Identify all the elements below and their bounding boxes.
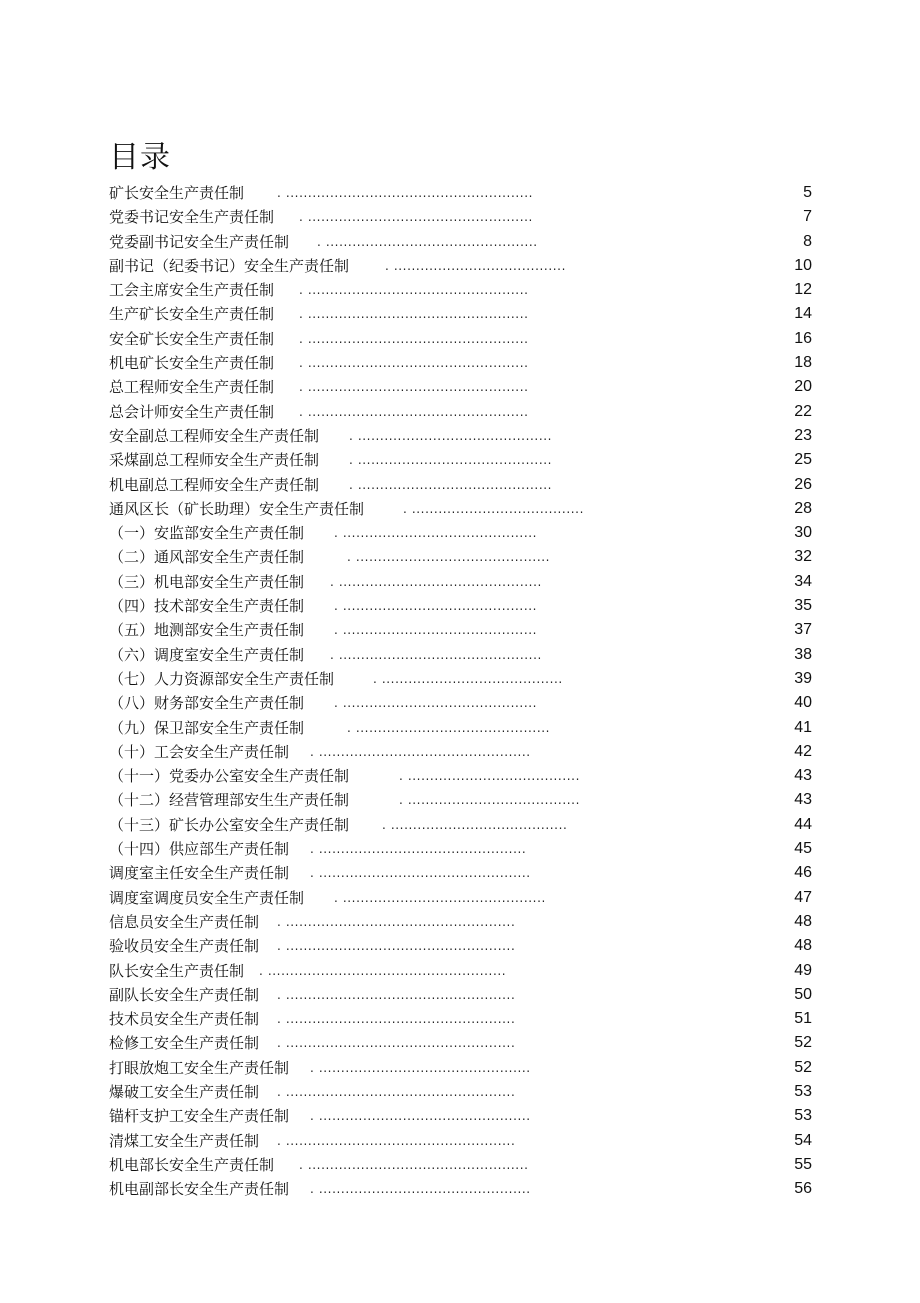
toc-entry[interactable] <box>109 497 812 521</box>
toc-dot-leader: . .................................................... <box>277 1036 516 1051</box>
toc-page-number: 52 <box>794 1058 812 1076</box>
toc-dot-leader: . ............................................ <box>349 428 553 443</box>
toc-entry-label: 通风区长（矿长助理）安全生产责任制 <box>109 499 365 518</box>
toc-page-number: 48 <box>794 912 812 930</box>
toc-entry[interactable] <box>109 618 812 642</box>
toc-list <box>109 181 812 1201</box>
toc-entry[interactable] <box>109 521 812 545</box>
toc-page-number: 56 <box>794 1180 812 1198</box>
toc-entry-label: 工会主席安全生产责任制 <box>109 281 275 300</box>
toc-entry[interactable] <box>109 764 812 788</box>
toc-entry[interactable] <box>109 278 812 302</box>
toc-page-number: 23 <box>794 426 812 444</box>
toc-entry[interactable] <box>109 448 812 472</box>
toc-dot-leader: . ................................................... <box>299 210 533 225</box>
toc-entry[interactable] <box>109 181 812 205</box>
toc-page-number: 22 <box>794 402 812 420</box>
toc-dot-leader: . .................................................. <box>299 356 529 371</box>
toc-dot-leader: . ................................................ <box>310 744 531 759</box>
toc-entry-label: 副队长安全生产责任制 <box>109 985 260 1004</box>
toc-entry-label: 验收员安全生产责任制 <box>109 937 260 956</box>
toc-entry-label: 机电矿长安全生产责任制 <box>109 354 275 373</box>
toc-page-number: 26 <box>794 475 812 493</box>
toc-dot-leader: . ......................................... <box>373 671 563 686</box>
toc-page-number: 46 <box>794 864 812 882</box>
toc-entry[interactable] <box>109 861 812 885</box>
toc-entry[interactable] <box>109 327 812 351</box>
toc-entry[interactable] <box>109 1007 812 1031</box>
toc-entry[interactable] <box>109 205 812 229</box>
toc-page-number: 32 <box>794 548 812 566</box>
toc-entry[interactable] <box>109 740 812 764</box>
toc-entry-label: 清煤工安全生产责任制 <box>109 1131 260 1150</box>
toc-page-number: 8 <box>803 232 812 250</box>
toc-dot-leader: . .................................................... <box>277 1133 516 1148</box>
toc-entry-label: 矿长安全生产责任制 <box>109 184 245 202</box>
toc-entry-label: （八）财务部安全生产责任制 <box>109 694 305 713</box>
toc-page-number: 41 <box>794 718 812 736</box>
toc-dot-leader: . ............................................ <box>334 526 538 541</box>
toc-entry[interactable] <box>109 1104 812 1128</box>
toc-entry[interactable] <box>109 400 812 424</box>
toc-entry[interactable] <box>109 1153 812 1177</box>
toc-title: 目录 <box>109 140 171 175</box>
toc-dot-leader: . ................................................ <box>310 1182 531 1197</box>
toc-entry[interactable] <box>109 716 812 740</box>
toc-dot-leader: . ................................................ <box>310 1060 531 1075</box>
toc-dot-leader: . ............................................ <box>347 550 551 565</box>
toc-dot-leader: . .............................................. <box>330 647 542 662</box>
toc-dot-leader: . .................................................... <box>277 939 516 954</box>
toc-entry[interactable] <box>109 886 812 910</box>
toc-dot-leader: . ............................................ <box>349 453 553 468</box>
toc-dot-leader: . ............................................... <box>310 842 527 857</box>
toc-entry[interactable] <box>109 934 812 958</box>
toc-dot-leader: . ....................................... <box>399 769 580 784</box>
toc-page-number: 39 <box>794 669 812 687</box>
toc-entry[interactable] <box>109 351 812 375</box>
toc-dot-leader: . ................................................ <box>310 1109 531 1124</box>
toc-entry-label: 副书记（纪委书记）安全生产责任制 <box>109 256 350 275</box>
toc-entry-label: 机电副总工程师安全生产责任制 <box>109 475 320 494</box>
toc-entry[interactable] <box>109 691 812 715</box>
toc-dot-leader: . ........................................................ <box>277 186 534 200</box>
toc-entry-label: （三）机电部安全生产责任制 <box>109 572 305 591</box>
toc-entry[interactable] <box>109 254 812 278</box>
toc-page-number: 12 <box>794 281 812 299</box>
toc-page-number: 42 <box>794 742 812 760</box>
toc-dot-leader: . ............................................ <box>334 696 538 711</box>
toc-entry-label: （一）安监部安全生产责任制 <box>109 524 305 543</box>
toc-page-number: 10 <box>794 256 812 274</box>
toc-page-number: 50 <box>794 985 812 1003</box>
toc-dot-leader: . .................................................... <box>277 987 516 1002</box>
toc-dot-leader: . .................................................. <box>299 404 529 419</box>
toc-entry[interactable] <box>109 594 812 618</box>
toc-entry-label: 锚杆支护工安全生产责任制 <box>109 1107 290 1126</box>
toc-page-number: 38 <box>794 645 812 663</box>
toc-entry[interactable] <box>109 959 812 983</box>
toc-page-number: 14 <box>794 305 812 323</box>
toc-page-number: 45 <box>794 840 812 858</box>
toc-entry-label: 机电部长安全生产责任制 <box>109 1155 275 1174</box>
toc-dot-leader: . .................................................. <box>299 380 529 395</box>
toc-dot-leader: . .............................................. <box>330 574 542 589</box>
toc-entry[interactable] <box>109 545 812 569</box>
toc-entry[interactable] <box>109 837 812 861</box>
toc-dot-leader: . ....................................... <box>385 258 566 273</box>
toc-page-number: 16 <box>794 329 812 347</box>
toc-entry-label: 总会计师安全生产责任制 <box>109 402 275 421</box>
toc-entry[interactable] <box>109 1056 812 1080</box>
toc-entry-label: （十四）供应部生产责任制 <box>109 840 290 859</box>
toc-page-number: 52 <box>794 1034 812 1052</box>
toc-entry-label: 党委副书记安全生产责任制 <box>109 232 290 251</box>
toc-dot-leader: . .................................................. <box>299 283 529 298</box>
toc-entry[interactable] <box>109 473 812 497</box>
toc-page-number: 47 <box>794 888 812 906</box>
toc-entry[interactable] <box>109 788 812 812</box>
toc-dot-leader: . .................................................. <box>299 331 529 346</box>
toc-entry-label: （七）人力资源部安全生产责任制 <box>109 669 335 688</box>
toc-dot-leader: . ............................................ <box>334 623 538 638</box>
toc-entry-label: 采煤副总工程师安全生产责任制 <box>109 451 320 470</box>
toc-page-number: 43 <box>794 791 812 809</box>
toc-entry[interactable] <box>109 1031 812 1055</box>
toc-entry[interactable] <box>109 813 812 837</box>
toc-entry-label: 信息员安全生产责任制 <box>109 912 260 931</box>
toc-page-number: 51 <box>794 1010 812 1028</box>
toc-dot-leader: . ...................................................... <box>259 963 507 978</box>
toc-entry[interactable] <box>109 1080 812 1104</box>
toc-entry[interactable] <box>109 230 812 254</box>
toc-entry-label: 机电副部长安全生产责任制 <box>109 1180 290 1199</box>
toc-entry[interactable] <box>109 302 812 326</box>
toc-page-number: 35 <box>794 597 812 615</box>
toc-dot-leader: . ............................................ <box>347 720 551 735</box>
toc-dot-leader: . ............................................ <box>349 477 553 492</box>
toc-entry-label: 队长安全生产责任制 <box>109 961 245 980</box>
toc-page-number: 48 <box>794 937 812 955</box>
toc-page-number: 25 <box>794 451 812 469</box>
toc-entry-label: 检修工安全生产责任制 <box>109 1034 260 1053</box>
toc-page-number: 28 <box>794 499 812 517</box>
toc-dot-leader: . .................................................... <box>277 914 516 929</box>
toc-dot-leader: . .................................................. <box>299 1157 529 1172</box>
toc-entry[interactable] <box>109 983 812 1007</box>
toc-entry[interactable] <box>109 1177 812 1201</box>
toc-entry-label: （二）通风部安全生产责任制 <box>109 548 305 567</box>
toc-entry[interactable] <box>109 570 812 594</box>
toc-page-number: 55 <box>794 1155 812 1173</box>
toc-entry[interactable] <box>109 375 812 399</box>
toc-dot-leader: . .............................................. <box>334 890 546 905</box>
toc-entry[interactable] <box>109 424 812 448</box>
toc-entry-label: 调度室主任安全生产责任制 <box>109 864 290 883</box>
toc-entry-label: （九）保卫部安全生产责任制 <box>109 718 305 737</box>
toc-page-number: 18 <box>794 354 812 372</box>
toc-entry-label: （六）调度室安全生产责任制 <box>109 645 305 664</box>
toc-page-number: 20 <box>794 378 812 396</box>
toc-entry-label: 打眼放炮工安全生产责任制 <box>109 1058 290 1077</box>
toc-entry-label: 安全矿长安全生产责任制 <box>109 329 275 348</box>
toc-dot-leader: . .................................................. <box>299 307 529 322</box>
toc-dot-leader: . .................................................... <box>277 1012 516 1027</box>
toc-entry-label: （十一）党委办公室安全生产责任制 <box>109 767 350 786</box>
toc-entry[interactable] <box>109 643 812 667</box>
toc-dot-leader: . ................................................ <box>317 234 538 249</box>
toc-dot-leader: . ....................................... <box>399 793 580 808</box>
toc-page-number: 53 <box>794 1107 812 1125</box>
toc-page-number: 5 <box>803 184 812 201</box>
toc-entry-label: 总工程师安全生产责任制 <box>109 378 275 397</box>
toc-entry-label: 党委书记安全生产责任制 <box>109 208 275 227</box>
toc-entry-label: 技术员安全生产责任制 <box>109 1010 260 1029</box>
toc-entry-label: （十二）经营管理部安生生产责任制 <box>109 791 350 810</box>
toc-page-number: 54 <box>794 1131 812 1149</box>
toc-entry-label: （五）地测部安全生产责任制 <box>109 621 305 640</box>
toc-page-number: 7 <box>803 208 812 226</box>
toc-page-number: 49 <box>794 961 812 979</box>
toc-page-number: 53 <box>794 1082 812 1100</box>
toc-entry-label: 调度室调度员安全生产责任制 <box>109 888 305 907</box>
toc-dot-leader: . .................................................... <box>277 1084 516 1099</box>
toc-page-number: 37 <box>794 621 812 639</box>
toc-entry-label: （十）工会安全生产责任制 <box>109 742 290 761</box>
toc-page-number: 34 <box>794 572 812 590</box>
toc-entry-label: 生产矿长安全生产责任制 <box>109 305 275 324</box>
toc-entry-label: （四）技术部安全生产责任制 <box>109 597 305 616</box>
toc-entry[interactable] <box>109 1129 812 1153</box>
toc-page-number: 30 <box>794 524 812 542</box>
toc-dot-leader: . ........................................ <box>382 817 568 832</box>
toc-page-number: 40 <box>794 694 812 712</box>
toc-page-number: 43 <box>794 767 812 785</box>
toc-dot-leader: . ............................................ <box>334 599 538 614</box>
toc-entry-label: （十三）矿长办公室安全生产责任制 <box>109 815 350 834</box>
toc-entry[interactable] <box>109 910 812 934</box>
toc-entry-label: 安全副总工程师安全生产责任制 <box>109 426 320 445</box>
toc-dot-leader: . ....................................... <box>403 501 584 516</box>
toc-page-number: 44 <box>794 815 812 833</box>
toc-entry[interactable] <box>109 667 812 691</box>
toc-dot-leader: . ................................................ <box>310 866 531 881</box>
toc-entry-label: 爆破工安全生产责任制 <box>109 1082 260 1101</box>
